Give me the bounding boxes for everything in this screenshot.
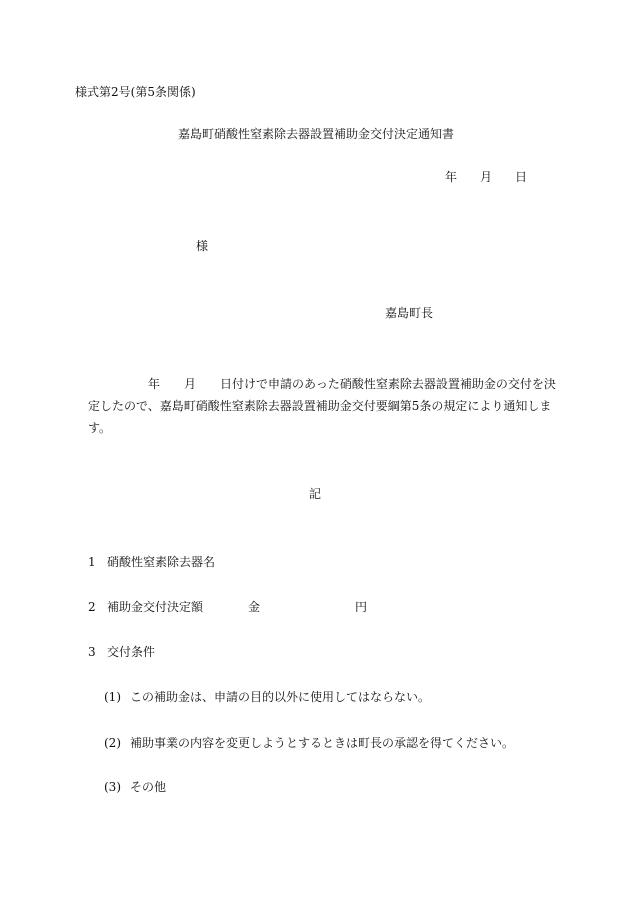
ki-heading: 記 — [309, 487, 322, 501]
item-3-number: 3 — [88, 645, 96, 659]
form-label: 様式第2号(第5条関係) — [75, 85, 196, 99]
item-3-label: 交付条件 — [107, 645, 156, 659]
item-2-label: 補助金交付決定額 — [107, 600, 204, 614]
date-day: 日 — [515, 170, 528, 184]
document-title: 嘉島町硝酸性窒素除去器設置補助金交付決定通知書 — [178, 127, 455, 141]
date-month: 月 — [480, 170, 493, 184]
body-year: 年 — [148, 377, 161, 391]
condition-1-text: この補助金は、申請の目的以外に使用してはならない。 — [130, 690, 431, 704]
body-paragraph — [88, 373, 566, 439]
item-2-kin: 金 — [248, 600, 261, 614]
addressee-suffix: 様 — [196, 239, 209, 253]
condition-3-number: (3) — [104, 780, 121, 794]
body-text: 日付けで申請のあった硝酸性窒素除去器設置補助金の交付を決定したので、嘉島町硝酸性窒素除去器設置補助金交付要綱第5条の規定により通知します。 — [88, 377, 556, 435]
item-1-label: 硝酸性窒素除去器名 — [107, 555, 216, 569]
condition-2-number: (2) — [104, 736, 121, 750]
body-month: 月 — [184, 377, 197, 391]
item-2-en: 円 — [355, 600, 368, 614]
item-2-number: 2 — [88, 600, 96, 614]
item-1-number: 1 — [88, 555, 96, 569]
date-year: 年 — [445, 170, 458, 184]
condition-3-text: その他 — [130, 780, 167, 794]
condition-2-text: 補助事業の内容を変更しようとするときは町長の承認を得てください。 — [130, 736, 515, 750]
issuer: 嘉島町長 — [385, 306, 434, 320]
condition-1-number: (1) — [104, 690, 121, 704]
